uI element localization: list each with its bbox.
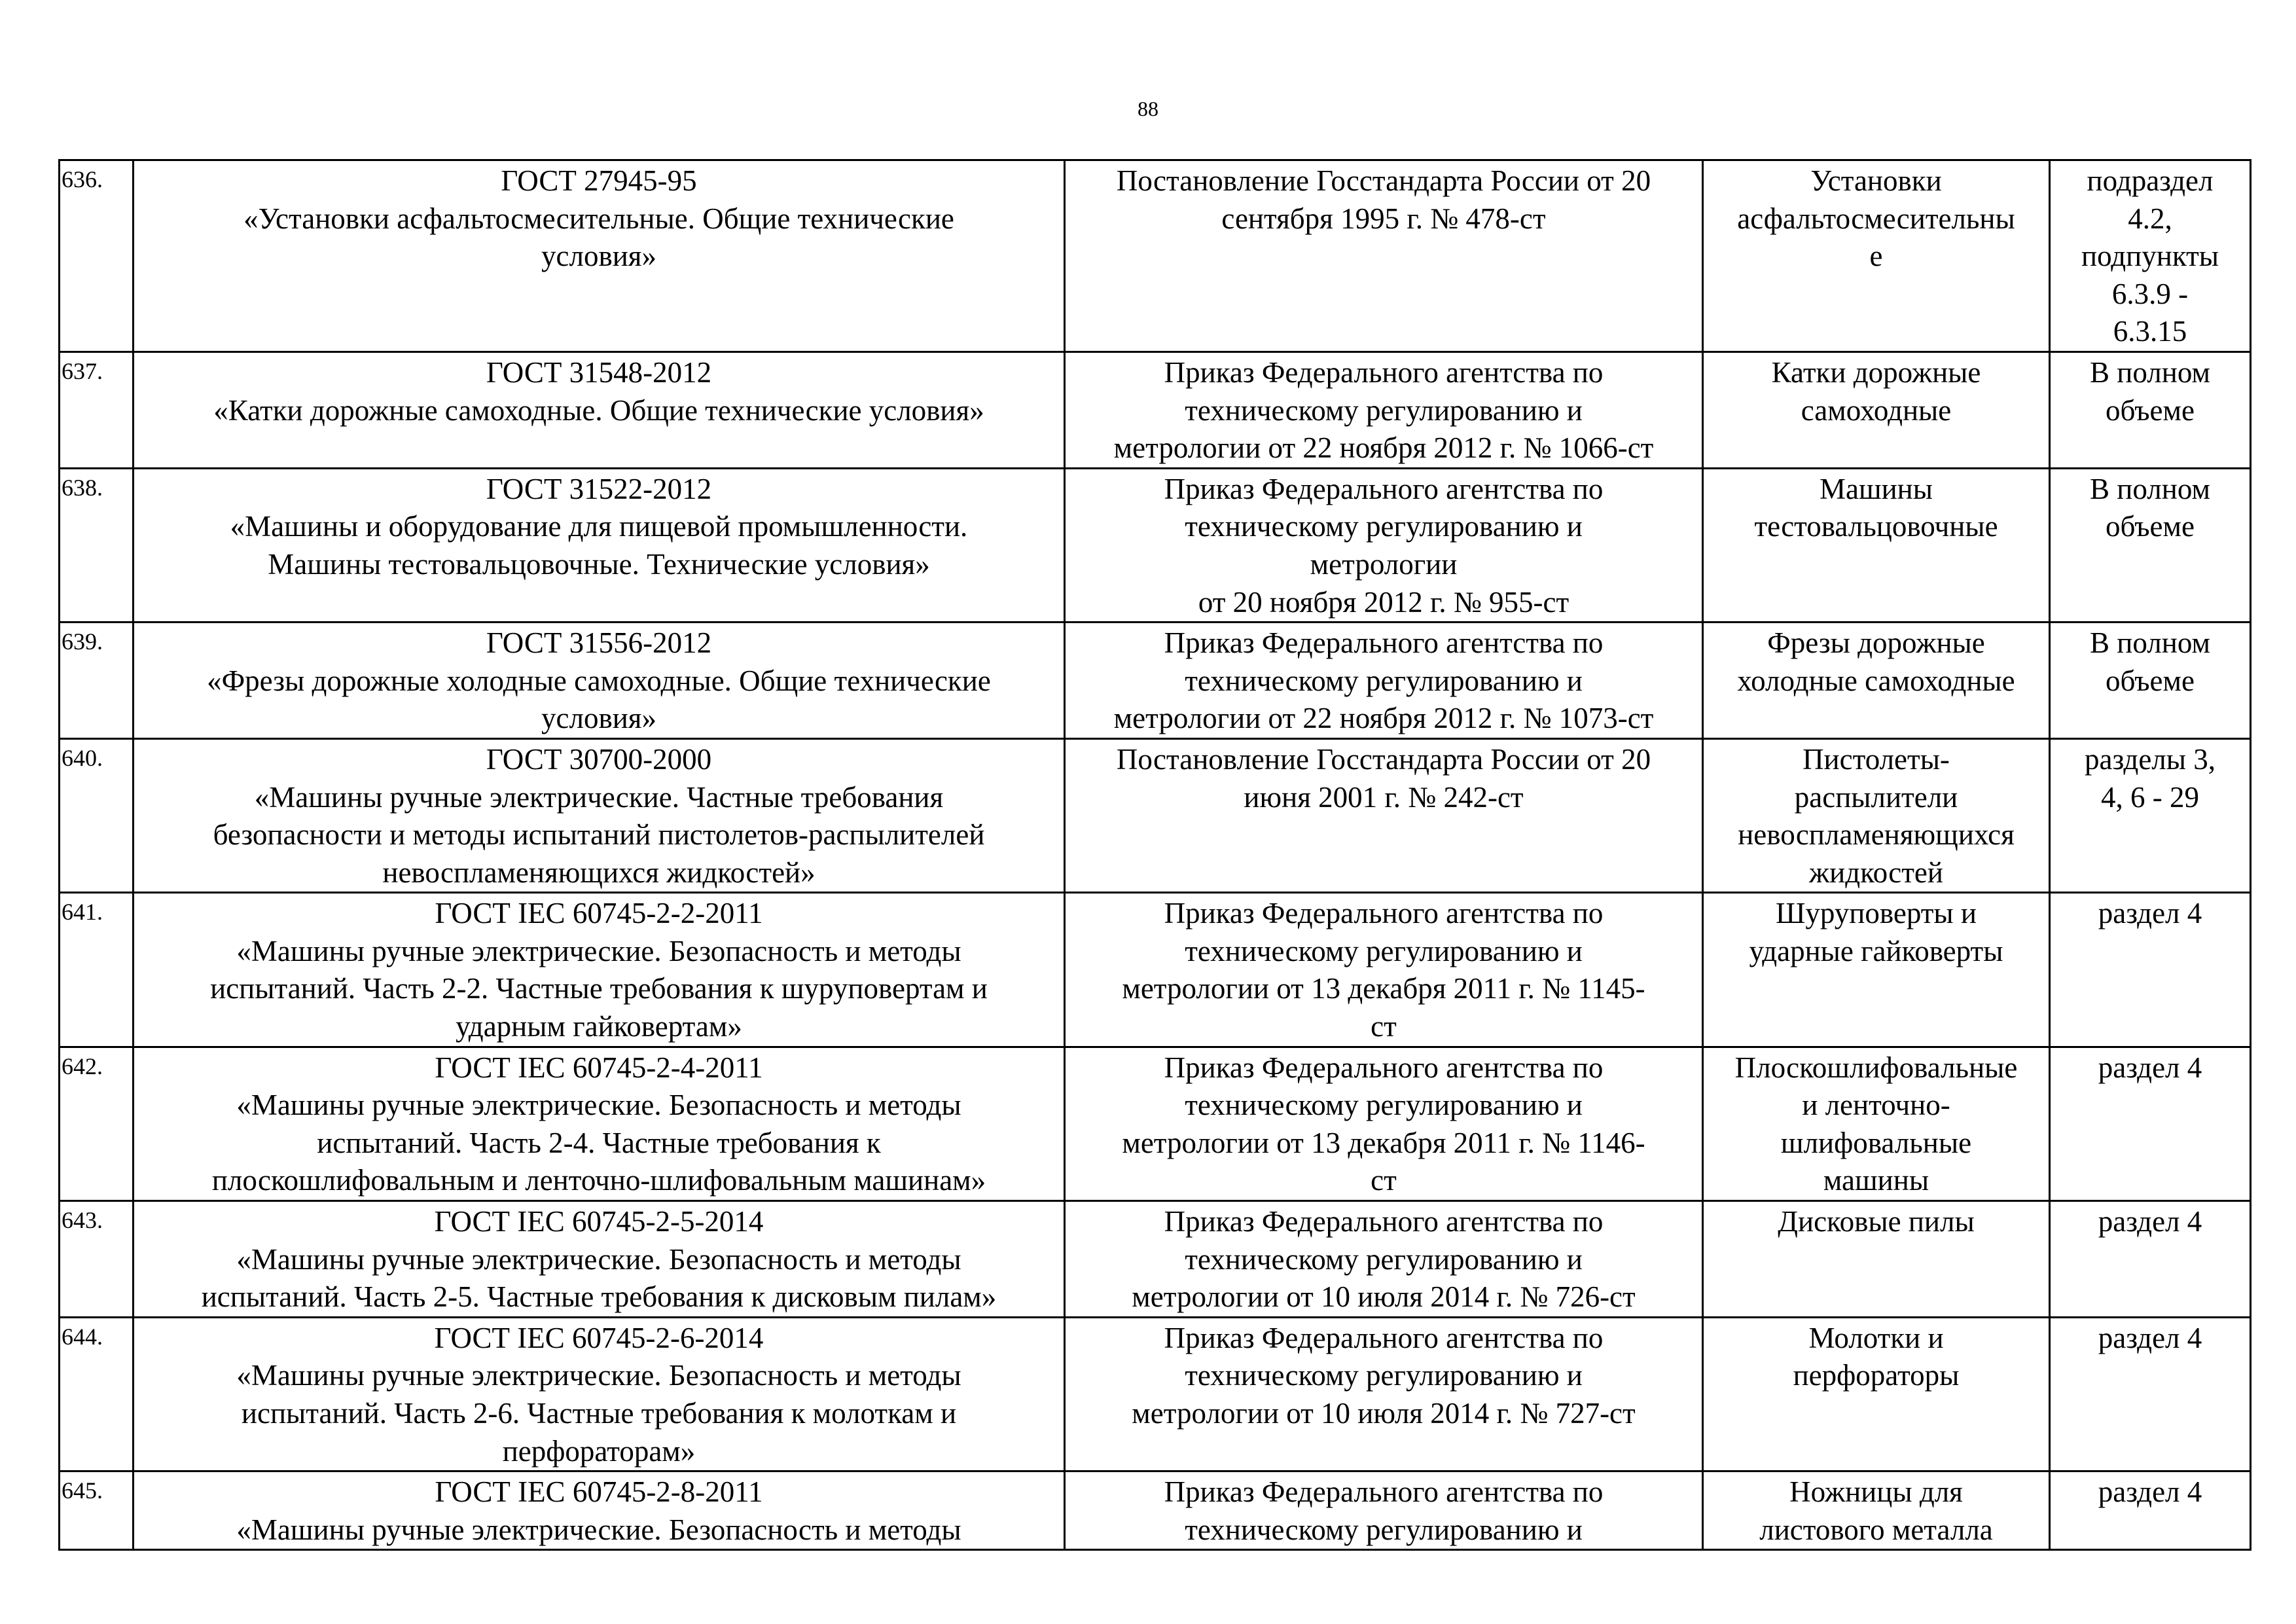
- object-cell: [1703, 468, 2050, 622]
- cell-text-line: ударные гайковерты: [1749, 934, 2003, 967]
- cell-text-line: раздел 4: [2098, 897, 2202, 930]
- cell-text-line: Катки дорожные: [1771, 355, 1981, 389]
- cell-text-line: «Катки дорожные самоходные. Общие технические условия»: [213, 393, 984, 427]
- cell-text-line: «Машины ручные электрические. Безопасность и методы: [236, 1359, 961, 1392]
- object-cell: [1703, 1317, 2050, 1471]
- table-row: [60, 160, 2251, 352]
- cell-text-line: асфальтосмесительны: [1737, 202, 2015, 235]
- cell-text-line: метрологии от 10 июля 2014 г. № 727-ст: [1132, 1397, 1636, 1430]
- standard-cell: [134, 1047, 1065, 1200]
- cell-text-line: Приказ Федерального агентства по: [1164, 1475, 1604, 1509]
- table-row: [60, 1047, 2251, 1200]
- cell-text-line: «Машины ручные электрические. Безопасность и методы: [236, 1089, 961, 1122]
- cell-text-line: Дисковые пилы: [1778, 1205, 1975, 1238]
- table-row: [60, 1201, 2251, 1318]
- cell-text-line: ГОСТ 31522-2012: [486, 472, 712, 505]
- cell-text-line: ГОСТ 30700-2000: [486, 742, 712, 776]
- object-cell: [1703, 160, 2050, 352]
- table-row: [60, 468, 2251, 622]
- cell-text-line: распылители: [1794, 780, 1958, 814]
- cell-text-line: холодные самоходные: [1737, 664, 2015, 697]
- standards-table: [58, 159, 2251, 1551]
- cell-text-line: Пистолеты-: [1803, 742, 1950, 776]
- cell-text-line: Машины: [1819, 472, 1933, 505]
- cell-text-line: Постановление Госстандарта России от 20: [1116, 164, 1651, 197]
- cell-text-line: Приказ Федерального агентства по: [1164, 1205, 1604, 1238]
- cell-text-line: невоспламеняющихся: [1738, 818, 2015, 852]
- cell-text-line: Установки: [1810, 164, 1942, 197]
- cell-text-line: июня 2001 г. № 242-ст: [1244, 780, 1524, 814]
- scope-cell: [2050, 1317, 2251, 1471]
- cell-text-line: 4, 6 - 29: [2101, 780, 2199, 814]
- cell-text-line: перфораторам»: [502, 1434, 696, 1468]
- scope-cell: [2050, 1047, 2251, 1200]
- cell-text-line: ГОСТ IEC 60745-2-2-2011: [435, 897, 763, 930]
- object-cell: [1703, 893, 2050, 1047]
- table-row: [60, 893, 2251, 1047]
- cell-text-line: метрологии от 22 ноября 2012 г. № 1066-ст: [1113, 431, 1654, 465]
- cell-text-line: Приказ Федерального агентства по: [1164, 472, 1604, 505]
- cell-text-line: ГОСТ IEC 60745-2-5-2014: [434, 1205, 764, 1238]
- cell-text-line: Приказ Федерального агентства по: [1164, 897, 1604, 930]
- table-row: [60, 1317, 2251, 1471]
- cell-text-line: техническому регулированию и: [1185, 1513, 1583, 1546]
- cell-text-line: метрологии от 10 июля 2014 г. № 726-ст: [1132, 1280, 1636, 1314]
- cell-text-line: 6.3.9 -: [2111, 277, 2189, 310]
- cell-text-line: машины: [1823, 1164, 1929, 1197]
- cell-text-line: Приказ Федерального агентства по: [1164, 1321, 1604, 1354]
- cell-text-line: раздел 4: [2098, 1205, 2202, 1238]
- cell-text-line: техническому регулированию и: [1185, 1242, 1583, 1276]
- standard-cell: [134, 623, 1065, 739]
- cell-text-line: Приказ Федерального агентства по: [1164, 1051, 1604, 1084]
- scope-cell: [2050, 893, 2251, 1047]
- row-number: 642.: [60, 1047, 134, 1200]
- cell-text-line: ГОСТ IEC 60745-2-6-2014: [434, 1321, 764, 1354]
- cell-text-line: «Машины ручные электрические. Частные требования: [254, 780, 944, 814]
- cell-text-line: метрологии от 13 декабря 2011 г. № 1146-: [1122, 1126, 1645, 1159]
- scope-cell: [2050, 1201, 2251, 1318]
- cell-text-line: «Установки асфальтосмесительные. Общие технические: [243, 202, 954, 235]
- cell-text-line: испытаний. Часть 2-5. Частные требования к дисковым пилам»: [201, 1280, 997, 1314]
- cell-text-line: самоходные: [1801, 393, 1952, 427]
- cell-text-line: «Машины ручные электрические. Безопасность и методы: [236, 1513, 961, 1546]
- object-cell: [1703, 623, 2050, 739]
- scope-cell: [2050, 1471, 2251, 1550]
- table-row: [60, 623, 2251, 739]
- row-number: 645.: [60, 1471, 134, 1550]
- cell-text-line: жидкостей: [1809, 856, 1943, 889]
- cell-text-line: В полном: [2090, 472, 2210, 505]
- cell-text-line: ударным гайковертам»: [456, 1010, 742, 1043]
- cell-text-line: Машины тестовальцовочные. Технические условия»: [268, 547, 930, 581]
- cell-text-line: метрологии от 13 декабря 2011 г. № 1145-: [1122, 972, 1645, 1005]
- cell-text-line: техническому регулированию и: [1185, 510, 1583, 543]
- cell-text-line: Плоскошлифовальные: [1734, 1051, 2018, 1084]
- cell-text-line: Постановление Госстандарта России от 20: [1116, 742, 1651, 776]
- cell-text-line: 4.2,: [2128, 202, 2172, 235]
- cell-text-line: испытаний. Часть 2-6. Частные требования к молоткам и: [241, 1397, 957, 1430]
- cell-text-line: разделы 3,: [2085, 742, 2215, 776]
- cell-text-line: е: [1869, 240, 1883, 273]
- cell-text-line: сентября 1995 г. № 478-ст: [1221, 202, 1546, 235]
- table-row: [60, 738, 2251, 892]
- cell-text-line: В полном: [2090, 626, 2210, 660]
- scope-cell: [2050, 160, 2251, 352]
- cell-text-line: «Машины и оборудование для пищевой промышленности.: [230, 510, 968, 543]
- cell-text-line: Фрезы дорожные: [1767, 626, 1985, 660]
- row-number: 638.: [60, 468, 134, 622]
- cell-text-line: Ножницы для: [1789, 1475, 1963, 1509]
- cell-text-line: ст: [1371, 1164, 1397, 1197]
- cell-text-line: листового металла: [1759, 1513, 1993, 1546]
- standard-cell: [134, 1201, 1065, 1318]
- cell-text-line: раздел 4: [2098, 1321, 2202, 1354]
- standard-cell: [134, 352, 1065, 468]
- cell-text-line: «Машины ручные электрические. Безопасность и методы: [236, 1242, 961, 1276]
- row-number: 644.: [60, 1317, 134, 1471]
- cell-text-line: ГОСТ 31548-2012: [486, 355, 712, 389]
- cell-text-line: условия»: [541, 240, 656, 273]
- cell-text-line: «Фрезы дорожные холодные самоходные. Общие технические: [207, 664, 991, 697]
- cell-text-line: ГОСТ IEC 60745-2-4-2011: [435, 1051, 763, 1084]
- cell-text-line: безопасности и методы испытаний пистолетов-распылителей: [213, 818, 985, 852]
- approval-document-cell: [1065, 352, 1703, 468]
- cell-text-line: объеме: [2106, 664, 2195, 697]
- cell-text-line: Приказ Федерального агентства по: [1164, 355, 1604, 389]
- page-number: 88: [1138, 97, 1158, 120]
- cell-text-line: техническому регулированию и: [1185, 664, 1583, 697]
- cell-text-line: ст: [1371, 1010, 1397, 1043]
- row-number: 643.: [60, 1201, 134, 1318]
- standard-cell: [134, 893, 1065, 1047]
- cell-text-line: Приказ Федерального агентства по: [1164, 626, 1604, 660]
- standard-cell: [134, 160, 1065, 352]
- approval-document-cell: [1065, 738, 1703, 892]
- cell-text-line: тестовальцовочные: [1754, 510, 1998, 543]
- approval-document-cell: [1065, 1201, 1703, 1318]
- scope-cell: [2050, 352, 2251, 468]
- approval-document-cell: [1065, 893, 1703, 1047]
- cell-text-line: плоскошлифовальным и ленточно-шлифовальным машинам»: [211, 1164, 986, 1197]
- cell-text-line: испытаний. Часть 2-4. Частные требования к: [317, 1126, 881, 1159]
- object-cell: [1703, 1471, 2050, 1550]
- cell-text-line: невоспламеняющихся жидкостей»: [382, 856, 816, 889]
- standard-cell: [134, 468, 1065, 622]
- object-cell: [1703, 352, 2050, 468]
- cell-text-line: Молотки и: [1808, 1321, 1944, 1354]
- cell-text-line: подраздел: [2087, 164, 2214, 197]
- table-row: [60, 1471, 2251, 1550]
- scope-cell: [2050, 468, 2251, 622]
- object-cell: [1703, 738, 2050, 892]
- cell-text-line: техническому регулированию и: [1185, 393, 1583, 427]
- cell-text-line: техническому регулированию и: [1185, 934, 1583, 967]
- row-number: 641.: [60, 893, 134, 1047]
- approval-document-cell: [1065, 468, 1703, 622]
- approval-document-cell: [1065, 623, 1703, 739]
- scope-cell: [2050, 623, 2251, 739]
- cell-text-line: раздел 4: [2098, 1475, 2202, 1509]
- cell-text-line: ГОСТ 31556-2012: [486, 626, 712, 660]
- cell-text-line: ГОСТ IEC 60745-2-8-2011: [435, 1475, 763, 1509]
- approval-document-cell: [1065, 1317, 1703, 1471]
- cell-text-line: условия»: [541, 702, 656, 735]
- standard-cell: [134, 1317, 1065, 1471]
- cell-text-line: и ленточно-: [1802, 1089, 1950, 1122]
- object-cell: [1703, 1201, 2050, 1318]
- cell-text-line: объеме: [2106, 510, 2195, 543]
- cell-text-line: ГОСТ 27945-95: [501, 164, 697, 197]
- standard-cell: [134, 1471, 1065, 1550]
- table-row: [60, 352, 2251, 468]
- cell-text-line: В полном: [2090, 355, 2210, 389]
- standard-cell: [134, 738, 1065, 892]
- cell-text-line: 6.3.15: [2113, 315, 2187, 348]
- cell-text-line: метрологии от 22 ноября 2012 г. № 1073-ст: [1113, 702, 1654, 735]
- cell-text-line: Шуруповерты и: [1776, 897, 1977, 930]
- scope-cell: [2050, 738, 2251, 892]
- approval-document-cell: [1065, 160, 1703, 352]
- cell-text-line: испытаний. Часть 2-2. Частные требования к шуруповертам и: [210, 972, 988, 1005]
- cell-text-line: шлифовальные: [1780, 1126, 1972, 1159]
- row-number: 639.: [60, 623, 134, 739]
- cell-text-line: объеме: [2106, 393, 2195, 427]
- approval-document-cell: [1065, 1047, 1703, 1200]
- cell-text-line: техническому регулированию и: [1185, 1089, 1583, 1122]
- approval-document-cell: [1065, 1471, 1703, 1550]
- cell-text-line: перфораторы: [1793, 1359, 1960, 1392]
- cell-text-line: раздел 4: [2098, 1051, 2202, 1084]
- cell-text-line: от 20 ноября 2012 г. № 955-ст: [1198, 585, 1570, 619]
- row-number: 640.: [60, 738, 134, 892]
- object-cell: [1703, 1047, 2050, 1200]
- cell-text-line: «Машины ручные электрические. Безопасность и методы: [236, 934, 961, 967]
- row-number: 637.: [60, 352, 134, 468]
- row-number: 636.: [60, 160, 134, 352]
- cell-text-line: подпункты: [2081, 240, 2219, 273]
- cell-text-line: техническому регулированию и: [1185, 1359, 1583, 1392]
- cell-text-line: метрологии: [1310, 547, 1458, 581]
